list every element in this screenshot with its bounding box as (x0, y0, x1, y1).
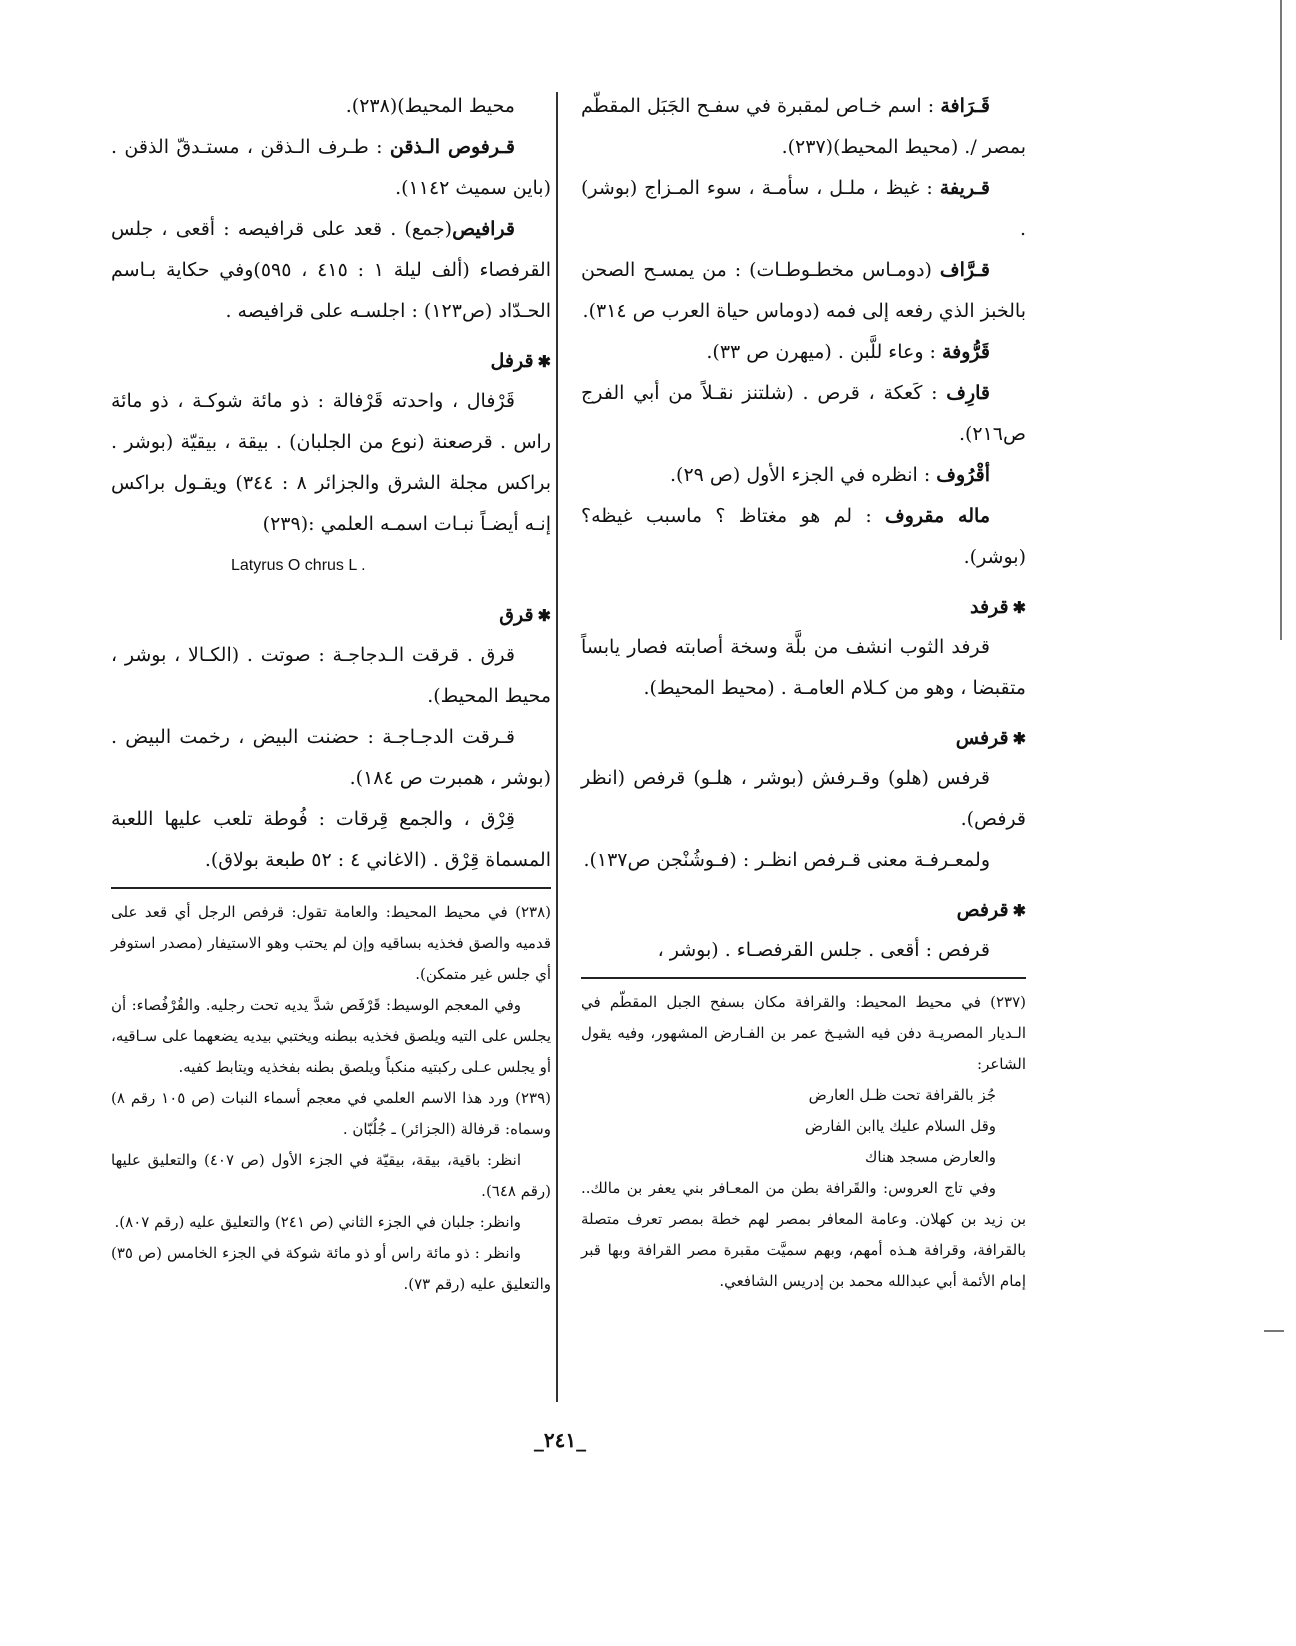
scan-edge-mark (1280, 0, 1282, 640)
dictionary-entry (581, 250, 1026, 332)
footnote-paragraph: وقل السلام عليك ياابن الفارض (804, 1117, 996, 1135)
dictionary-entry (111, 86, 551, 127)
section-heading (581, 723, 1026, 754)
section-paragraph: ولمعـرفـة معنى قـرفص انظـر : (فـوشُنْجن ص١٣٧). (583, 849, 990, 871)
footnote-paragraph: وفي المعجم الوسيط: قَرْفَص شدَّ يديه تحت رجليه. والقُرْفُصاء: أن يجلس على التيه ويلصق فخذيه ببطنه ويختبي بيديه يضعهما على سـاقيه، أو يجلس عـلى ركبتيه منكباً ويلصق بطنه بفخذيه ويتابط كفيه. (111, 996, 551, 1076)
footnote-paragraph: (٢٣٨) في محيط المحيط: والعامة تقول: قرفص الرجل أي قعد على قدميه والصق فخذيه بساقيه وإن لم يحتب وهو الاستيفار (مصدر استوفر أي جلس غير متمكن). (111, 903, 551, 983)
section-heading (581, 895, 1026, 926)
right-entries (581, 86, 1026, 578)
left-footnote-separator (111, 887, 551, 889)
section-paragraph: قَرْفال ، واحدته قَرْفالة : ذو مائة شوكـة ، ذو مائة راس . قرصعنة (نوع من الجلبان) . بيقة ، بيقيّة (بوشر . براكس مجلة الشرق والجزائر ٨ : ٣٤٤) ويقـول براكس إنـه أيضـاً نبـات اسمـه العلمي :(٢٣٩) (111, 390, 552, 535)
dictionary-entry (581, 496, 1026, 578)
left-column (111, 86, 551, 1300)
section-heading-text: قرفس (955, 727, 1009, 749)
section-heading-text: قرفد (969, 596, 1009, 618)
entry-definition: (دومـاس مخطـوطـات) : من يمسـح الصحن بالخبز الذي رفعه إلى فمه (دوماس حياة العرب ص ٣١٤). (581, 259, 1026, 322)
entry-definition: : اسم خـاص لمقبرة في سفـح الجَبَل المقطّم بمصر /. (محيط المحيط)(٢٣٧). (581, 95, 1026, 158)
entry-lemma: قَرُّوفة (941, 341, 990, 363)
footnote-paragraph: (٢٣٩) ورد هذا الاسم العلمي في معجم أسماء النبات (ص ١٠٥ رقم ٨) وسماه: قرفالة (الجزائر) ـ جُلُبّان . (111, 1089, 551, 1138)
right-footnote-separator (581, 977, 1026, 979)
entry-definition: : وعاء للَّبن . (ميهرن ص ٣٣). (706, 341, 942, 363)
footnote-paragraph: انظر: باقية، بيقة، بيقيّة في الجزء الأول (ص ٤٠٧) والتعليق عليها (رقم ٦٤٨). (111, 1151, 551, 1200)
right-footnotes (581, 987, 1026, 1297)
asterisk-icon: ✱ (1012, 901, 1026, 920)
left-sections (111, 346, 551, 881)
entry-definition: : غيظ ، ملـل ، سأمـة ، سوء المـزاج (بوشر) . (581, 177, 1026, 240)
footnote-paragraph: وفي تاج العروس: والقَرافة بطن من المعـافر بني يعفر بن مالك.. بن زيد بن كهلان. وعامة المعافر بمصر لهم خطة بمصر تعرف متصلة بالقرافة، وقرافة هـذه أمهم، وبهم سميَّت مقبرة مصر القرافة وبها قبر إمام الأئمة أبي عبدالله محمد بن إدريس الشافعي. (581, 1179, 1026, 1290)
section-paragraph: قـرقت الدجـاجـة : حضنت البيض ، رخمت البيض . (بوشر ، همبرت ص ١٨٤). (111, 726, 551, 789)
dictionary-entry (581, 86, 1026, 168)
section-paragraph: قرق . قرقت الـدجاجـة : صوتت . (الكـالا ، بوشر ، محيط المحيط). (111, 644, 551, 707)
dictionary-entry (581, 455, 1026, 496)
entry-lemma: قـرفوص الـذقن (389, 136, 515, 158)
entry-definition: : لم هو مغتاظ ؟ ماسبب غيظه؟ (بوشر). (581, 505, 1026, 568)
section-paragraph: قرفص : أقعى . جلس القرفصـاء . (بوشر ، (657, 939, 990, 961)
asterisk-icon: ✱ (1012, 598, 1026, 617)
section-paragraph: قرفس (هلو) وقـرفش (بوشر ، هلـو) قرفص (انظر قرفص). (581, 767, 1026, 830)
scan-tick-mark (1264, 1330, 1284, 1332)
entry-definition: (جمع) . قعد على قرافيصه : أقعى ، جلس القرفصاء (ألف ليلة ١ : ٤١٥ ، ٥٩٥)وفي حكاية بـاسم الحـدّاد (ص١٢٣) : اجلسـه على قرافيصه . (111, 218, 551, 322)
footnote-paragraph: وانظر: جلبان في الجزء الثاني (ص ٢٤١) والتعليق عليه (رقم ٨٠٧). (114, 1213, 521, 1231)
dictionary-entry (111, 209, 551, 332)
section-paragraph: قِرْق ، والجمع قِرقات : فُوطة تلعب عليها اللعبة المسماة قِرْق . (الاغاني ٤ : ٥٢ طبعة بولاق). (111, 808, 551, 871)
entry-lemma: قـرَّاف (939, 259, 990, 281)
right-column (581, 86, 1026, 1297)
entry-lemma: قَـرَافة (940, 95, 990, 117)
dictionary-entry (111, 127, 551, 209)
section-heading-text: قرق (499, 604, 534, 626)
entry-lemma: قارِف (946, 382, 990, 404)
footnote-paragraph: جُز بالقرافة تحت ظـل العارض (808, 1086, 996, 1104)
entry-definition: محيط المحيط)(٢٣٨). (345, 95, 515, 117)
dictionary-entry (581, 168, 1026, 250)
entry-lemma: قـريفة (939, 177, 990, 199)
left-footnotes (111, 897, 551, 1300)
section-heading (581, 592, 1026, 623)
section-heading (111, 346, 551, 377)
footnote-paragraph: والعارض مسجد هناك (864, 1148, 996, 1166)
asterisk-icon: ✱ (537, 606, 551, 625)
footnote-paragraph: (٢٣٧) في محيط المحيط: والقرافة مكان بسفح الجبل المقطّم في الـديار المصريـة دفن فيه الشيـخ عمر بن الفـارض المشهور، وفيه يقول الشاعر: (581, 993, 1026, 1073)
page-number: _٢٤١_ (533, 1428, 587, 1452)
section-paragraph: قرفد الثوب انشف من بلَّة وسخة أصابته فصار يابساً متقبضا ، وهو من كـلام العامـة . (محيط المحيط). (581, 636, 1026, 699)
section-heading-text: قرفل (490, 350, 534, 372)
section-heading (111, 600, 551, 631)
left-entries (111, 86, 551, 332)
asterisk-icon: ✱ (537, 352, 551, 371)
entry-definition: : طـرف الـذقن ، مستـدقّ الذقن . (باين سميث ١١٤٢). (111, 136, 551, 199)
latin-scientific-name: Latyrus O chrus L . (231, 557, 366, 574)
dictionary-entry (581, 373, 1026, 455)
entry-lemma: قرافيص (452, 218, 515, 240)
entry-definition: : كَعكة ، قرص . (شلتنز نقـلاً من أبي الفرج ص٢١٦). (581, 382, 1026, 445)
entry-lemma: أقْرُوف (936, 464, 990, 486)
dictionary-entry (581, 332, 1026, 373)
section-heading-text: قرفص (956, 899, 1009, 921)
entry-definition: : انظره في الجزء الأول (ص ٢٩). (669, 464, 937, 486)
footnote-paragraph: وانظر : ذو مائة راس أو ذو مائة شوكة في الجزء الخامس (ص ٣٥) والتعليق عليه (رقم ٧٣). (111, 1244, 551, 1293)
right-sections (581, 592, 1026, 971)
asterisk-icon: ✱ (1012, 729, 1026, 748)
column-divider (556, 92, 558, 1402)
entry-lemma: ماله مقروف (885, 505, 990, 527)
